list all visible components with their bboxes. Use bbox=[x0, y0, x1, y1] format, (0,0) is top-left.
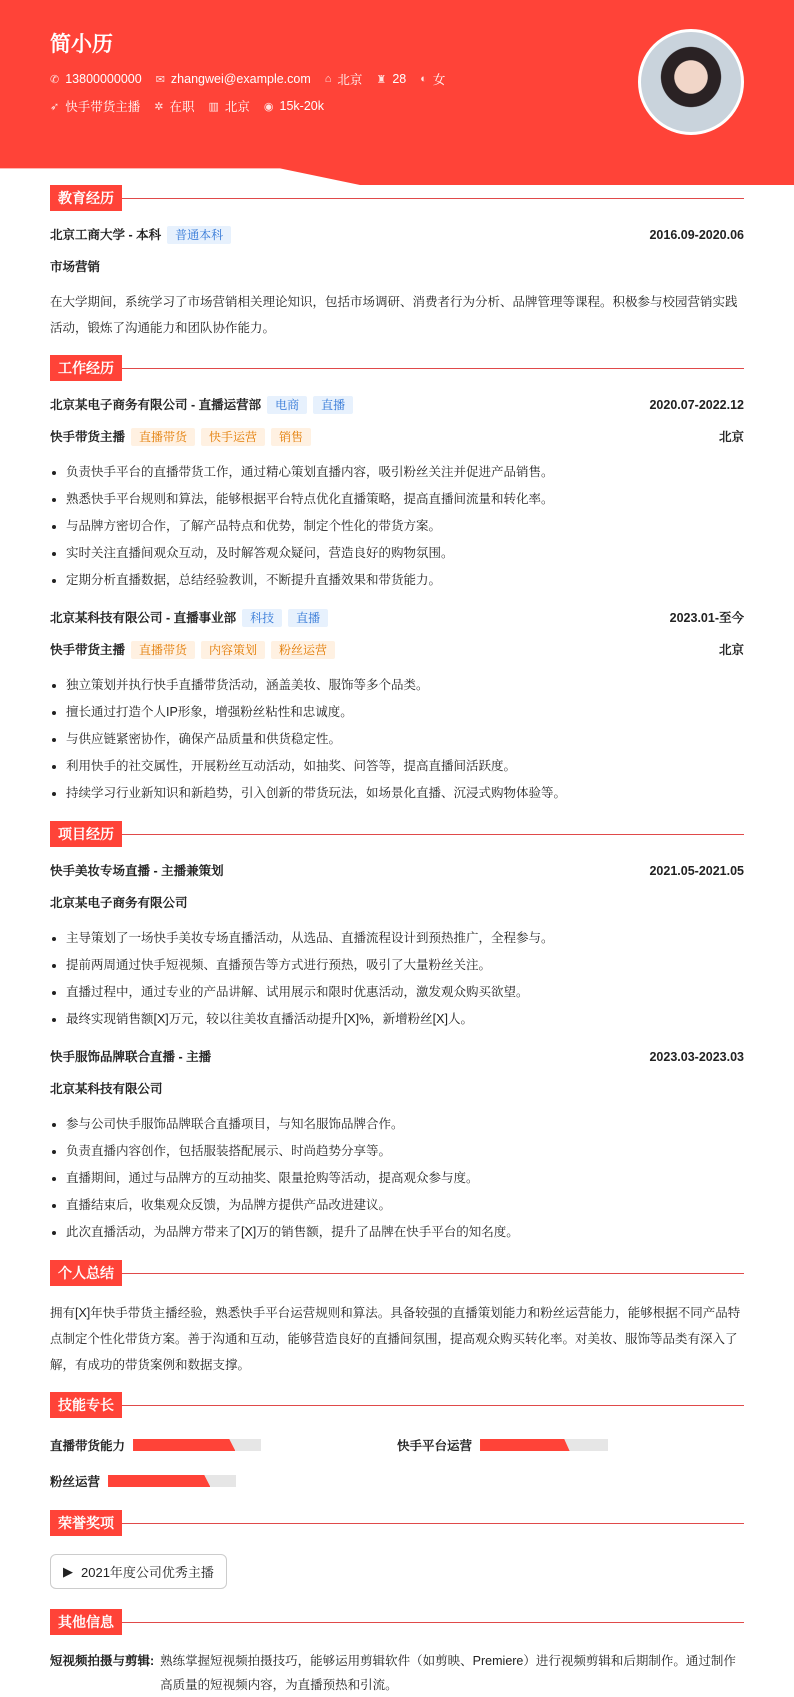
role: 快手带货主播 bbox=[50, 430, 126, 444]
list-item: 负责直播内容创作，包括服装搭配展示、时尚趋势分享等。 bbox=[50, 1138, 744, 1165]
company: 北京某科技有限公司 - 直播事业部 bbox=[50, 611, 237, 625]
bullet-list bbox=[50, 459, 744, 594]
header bbox=[0, 0, 794, 185]
list-item: 熟悉快手平台规则和算法，能够根据平台特点优化直播策略，提高直播间流量和转化率。 bbox=[50, 486, 744, 513]
summary-text: 拥有[X]年快手带货主播经验，熟悉快手平台运营规则和算法。具备较强的直播策划能力和粉丝运营能力，能够根据不同产品特点制定个性化带货方案。善于沟通和互动，能够营造良好的直播间氛围，提高观众购买转化率。对美妆、服饰等品类有深入了解，有成功的带货案例和数据支撑。 bbox=[50, 1306, 741, 1372]
contact-info bbox=[50, 70, 445, 88]
list-item: 持续学习行业新知识和新趋势，引入创新的带货玩法，如场景化直播、沉浸式购物体验等。 bbox=[50, 780, 744, 807]
list-item: 此次直播活动，为品牌方带来了[X]万的销售额，提升了品牌在快手平台的知名度。 bbox=[50, 1219, 744, 1246]
list-item: 与供应链紧密协作，确保产品质量和供货稳定性。 bbox=[50, 726, 744, 753]
play-icon: ▶ bbox=[63, 1563, 73, 1579]
list-item: 独立策划并执行快手直播带货活动，涵盖美妆、服饰等多个品类。 bbox=[50, 672, 744, 699]
list-item: 定期分析直播数据，总结经验教训，不断提升直播效果和带货能力。 bbox=[50, 567, 744, 594]
section-title: 个人总结 bbox=[50, 1260, 122, 1286]
skill-name: 快手平台运营 bbox=[397, 1439, 473, 1453]
salary: 15k-20k bbox=[279, 99, 324, 113]
gender-icon: ◐ bbox=[420, 73, 427, 85]
company: 北京某电子商务有限公司 - 直播运营部 bbox=[50, 398, 262, 412]
email: zhangwei@example.com bbox=[170, 72, 311, 86]
section-education bbox=[50, 185, 744, 211]
company-tag: 电商 bbox=[267, 396, 307, 414]
other-info bbox=[50, 1649, 744, 1697]
job-city: 北京 bbox=[224, 100, 250, 114]
divider bbox=[122, 1523, 744, 1524]
date: 2020.07-2022.12 bbox=[649, 398, 744, 412]
salary-icon: ◉ bbox=[263, 100, 274, 113]
list-item: 利用快手的社交属性，开展粉丝互动活动，如抽奖、问答等，提高直播间活跃度。 bbox=[50, 753, 744, 780]
phone-icon: ✆ bbox=[50, 73, 60, 86]
gender: 女 bbox=[432, 73, 446, 87]
skill-bar-fill bbox=[133, 1439, 235, 1451]
project-entry bbox=[50, 1047, 744, 1246]
work-entry bbox=[50, 395, 744, 594]
company-tag: 直播 bbox=[288, 609, 328, 627]
list-item: 擅长通过打造个人IP形象，增强粉丝粘性和忠诚度。 bbox=[50, 699, 744, 726]
skill-bar bbox=[108, 1475, 236, 1487]
section-title: 其他信息 bbox=[50, 1609, 122, 1635]
list-item: 主导策划了一场快手美妆专场直播活动，从选品、直播流程设计到预热推广，全程参与。 bbox=[50, 925, 744, 952]
skill-tag: 直播带货 bbox=[131, 428, 195, 446]
degree-tag: 普通本科 bbox=[167, 226, 231, 244]
work-entry bbox=[50, 608, 744, 807]
skill-bar-fill bbox=[108, 1475, 210, 1487]
city: 北京 bbox=[337, 73, 363, 87]
section-other bbox=[50, 1609, 744, 1635]
list-item: 提前两周通过快手短视频、直播预告等方式进行预热，吸引了大量粉丝关注。 bbox=[50, 952, 744, 979]
list-item: 实时关注直播间观众互动，及时解答观众疑问，营造良好的购物氛围。 bbox=[50, 540, 744, 567]
list-item: 直播期间，通过与品牌方的互动抽奖、限量抢购等活动，提高观众参与度。 bbox=[50, 1165, 744, 1192]
section-skills bbox=[50, 1392, 744, 1418]
date: 2023.01-至今 bbox=[669, 611, 744, 625]
school: 北京工商大学 - 本科 bbox=[50, 228, 162, 242]
skill-tag: 快手运营 bbox=[201, 428, 265, 446]
project-company: 北京某科技有限公司 bbox=[50, 1082, 163, 1096]
job-info bbox=[50, 97, 324, 115]
project-name: 快手服饰品牌联合直播 - 主播 bbox=[50, 1050, 212, 1064]
divider bbox=[122, 1405, 744, 1406]
section-summary bbox=[50, 1260, 744, 1286]
education-desc: 在大学期间，系统学习了市场营销相关理论知识，包括市场调研、消费者行为分析、品牌管理等课程。积极参与校园营销实践活动，锻炼了沟通能力和团队协作能力。 bbox=[50, 295, 738, 335]
bullet-list bbox=[50, 925, 744, 1033]
bullet-list bbox=[50, 1111, 744, 1246]
section-title: 教育经历 bbox=[50, 185, 122, 211]
city: 北京 bbox=[718, 643, 744, 657]
mail-icon: ✉ bbox=[155, 73, 165, 86]
other-label: 短视频拍摄与剪辑: bbox=[50, 1654, 155, 1668]
section-awards bbox=[50, 1510, 744, 1536]
list-item: 与品牌方密切合作，了解产品特点和优势，制定个性化的带货方案。 bbox=[50, 513, 744, 540]
divider bbox=[122, 834, 744, 835]
section-title: 技能专长 bbox=[50, 1392, 122, 1418]
section-title: 工作经历 bbox=[50, 355, 122, 381]
skill-item bbox=[50, 1472, 397, 1490]
project-entry bbox=[50, 861, 744, 1033]
skill-bar-fill bbox=[480, 1439, 570, 1451]
other-text: 熟练掌握短视频拍摄技巧，能够运用剪辑软件（如剪映、Premiere）进行视频剪辑和后期制作。通过制作高质量的短视频内容，为直播预热和引流。 bbox=[160, 1654, 736, 1692]
divider bbox=[122, 1273, 744, 1274]
skill-tag: 粉丝运营 bbox=[271, 641, 335, 659]
city: 北京 bbox=[718, 430, 744, 444]
skill-tag: 销售 bbox=[271, 428, 311, 446]
cake-icon: ♜ bbox=[376, 73, 387, 86]
skill-bar bbox=[480, 1439, 608, 1451]
company-tag: 科技 bbox=[242, 609, 282, 627]
skill-item bbox=[397, 1436, 744, 1454]
job-title: 快手带货主播 bbox=[65, 100, 141, 114]
skill-tag: 直播带货 bbox=[131, 641, 195, 659]
section-title: 项目经历 bbox=[50, 821, 122, 847]
building-icon: ▥ bbox=[208, 100, 219, 113]
avatar bbox=[638, 29, 744, 135]
section-project bbox=[50, 821, 744, 847]
divider bbox=[122, 198, 744, 199]
skill-name: 直播带货能力 bbox=[50, 1439, 126, 1453]
company-tag: 直播 bbox=[313, 396, 353, 414]
date: 2023.03-2023.03 bbox=[649, 1050, 744, 1064]
major: 市场营销 bbox=[50, 260, 101, 274]
list-item: 最终实现销售额[X]万元，较以往美妆直播活动提升[X]%，新增粉丝[X]人。 bbox=[50, 1006, 744, 1033]
home-icon: ⌂ bbox=[324, 73, 332, 85]
skill-item bbox=[50, 1436, 397, 1454]
award-name: 2021年度公司优秀主播 bbox=[81, 1565, 214, 1580]
job-status: 在职 bbox=[169, 100, 195, 114]
date: 2016.09-2020.06 bbox=[649, 228, 744, 242]
skill-tag: 内容策划 bbox=[201, 641, 265, 659]
bullet-list bbox=[50, 672, 744, 807]
gear-icon: ✲ bbox=[154, 100, 164, 113]
divider bbox=[122, 1622, 744, 1623]
award-item[interactable] bbox=[50, 1554, 227, 1589]
role: 快手带货主播 bbox=[50, 643, 126, 657]
list-item: 直播过程中，通过专业的产品讲解、试用展示和限时优惠活动，激发观众购买欲望。 bbox=[50, 979, 744, 1006]
section-work bbox=[50, 355, 744, 381]
skill-name: 粉丝运营 bbox=[50, 1475, 101, 1489]
list-item: 负责快手平台的直播带货工作，通过精心策划直播内容，吸引粉丝关注并促进产品销售。 bbox=[50, 459, 744, 486]
age: 28 bbox=[392, 72, 407, 86]
phone: 13800000000 bbox=[65, 72, 142, 86]
project-company: 北京某电子商务有限公司 bbox=[50, 896, 188, 910]
section-title: 荣誉奖项 bbox=[50, 1510, 122, 1536]
project-name: 快手美妆专场直播 - 主播兼策划 bbox=[50, 864, 224, 878]
list-item: 参与公司快手服饰品牌联合直播项目，与知名服饰品牌合作。 bbox=[50, 1111, 744, 1138]
candidate-name: 简小历 bbox=[50, 33, 113, 56]
skill-bar bbox=[133, 1439, 261, 1451]
list-item: 直播结束后，收集观众反馈，为品牌方提供产品改进建议。 bbox=[50, 1192, 744, 1219]
send-icon: ➶ bbox=[50, 100, 60, 113]
date: 2021.05-2021.05 bbox=[649, 864, 744, 878]
divider bbox=[122, 368, 744, 369]
education-row bbox=[50, 225, 744, 245]
